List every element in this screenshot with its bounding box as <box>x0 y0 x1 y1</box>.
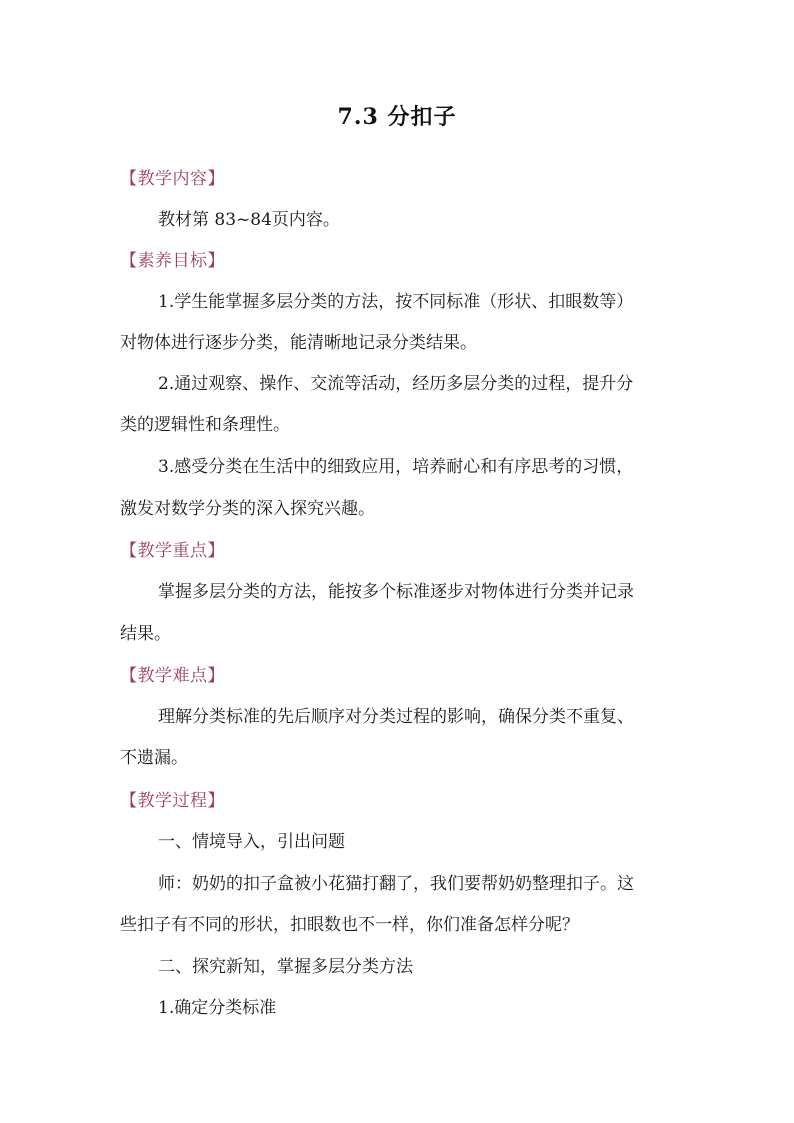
key-points-line: 掌握多层分类的方法，能按多个标准逐步对物体进行分类并记录 <box>158 582 634 602</box>
goals-line: 类的逻辑性和条理性。 <box>120 415 290 435</box>
section-heading-goals: 【素养目标】 <box>120 251 225 271</box>
key-points-line: 结果。 <box>120 624 171 644</box>
process-line: 二、探究新知，掌握多层分类方法 <box>158 957 413 977</box>
section-heading-key-points: 【教学重点】 <box>120 541 225 561</box>
difficulties-line: 理解分类标准的先后顺序对分类过程的影响，确保分类不重复、 <box>158 707 634 727</box>
page-title: 7.3 分扣子 <box>337 104 457 130</box>
process-line: 些扣子有不同的形状，扣眼数也不一样，你们准备怎样分呢？ <box>120 915 579 935</box>
section-heading-difficulties: 【教学难点】 <box>120 666 225 686</box>
process-line: 1.确定分类标准 <box>158 998 277 1018</box>
section-heading-process: 【教学过程】 <box>120 791 225 811</box>
content-line: 教材第 83~84页内容。 <box>158 210 340 230</box>
goals-line: 对物体进行逐步分类，能清晰地记录分类结果。 <box>120 333 477 353</box>
process-line: 一、情境导入，引出问题 <box>158 832 345 852</box>
goals-line: 激发对数学分类的深入探究兴趣。 <box>120 499 375 519</box>
section-heading-content: 【教学内容】 <box>120 169 225 189</box>
goals-line: 2.通过观察、操作、交流等活动，经历多层分类的过程，提升分 <box>158 374 634 394</box>
difficulties-line: 不遗漏。 <box>120 748 188 768</box>
goals-line: 3.感受分类在生活中的细致应用，培养耐心和有序思考的习惯， <box>158 457 634 477</box>
process-line: 师：奶奶的扣子盒被小花猫打翻了，我们要帮奶奶整理扣子。这 <box>158 874 634 894</box>
goals-line: 1.学生能掌握多层分类的方法，按不同标准（形状、扣眼数等） <box>158 292 634 312</box>
